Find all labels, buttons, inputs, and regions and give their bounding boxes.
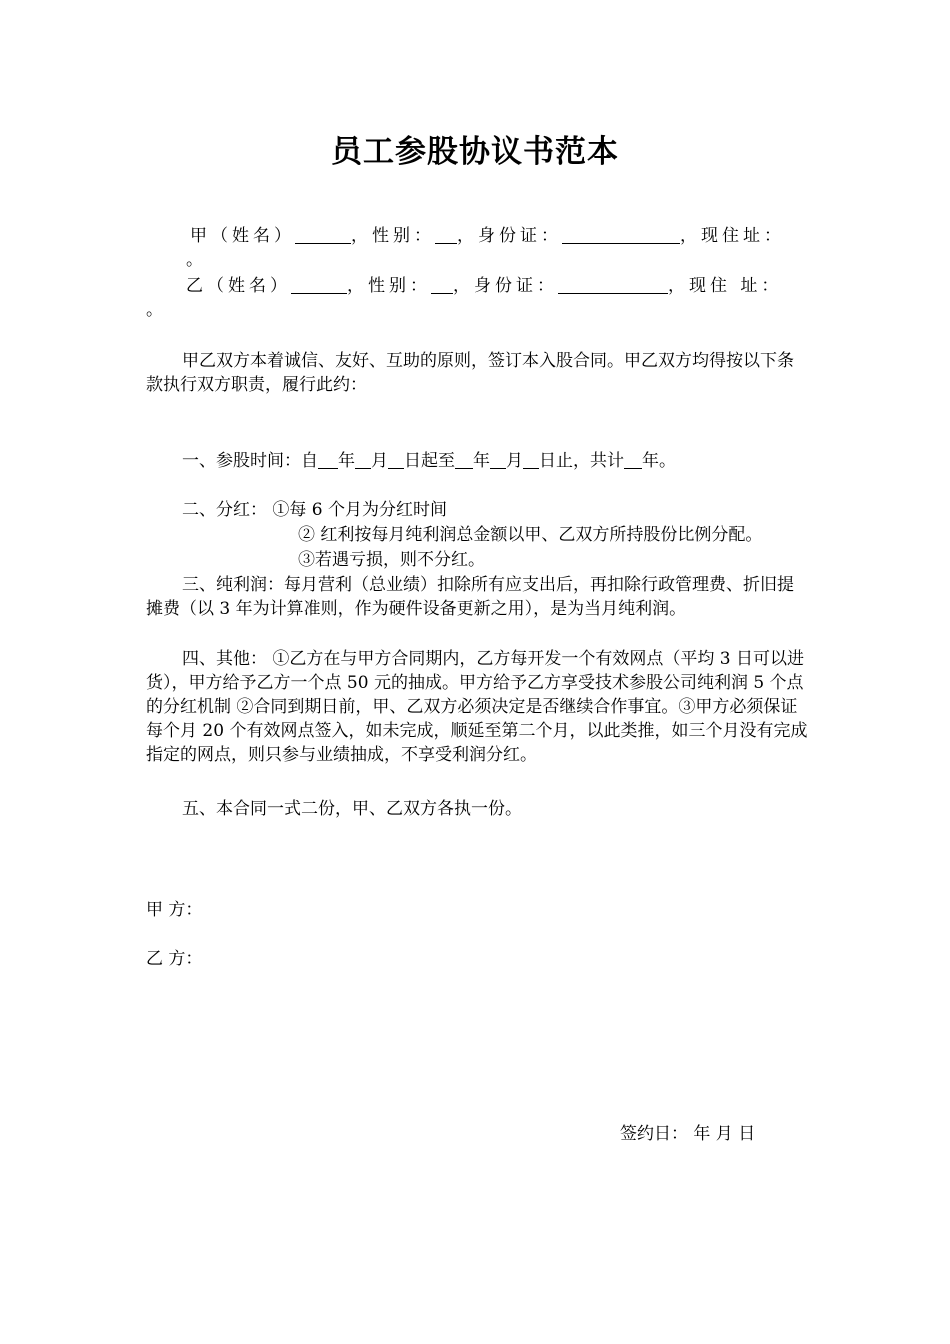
clause-1-part-1: 一、参股时间：自 [182, 451, 318, 471]
party-a-label: 甲（姓名） [190, 226, 295, 246]
signature-party-b: 乙 方： [146, 949, 203, 969]
party-b-id-blank [558, 275, 668, 294]
clause-1-blank-5 [490, 450, 506, 469]
party-a-id-blank [562, 225, 680, 244]
clause-3: 三、纯利润：每月营利（总业绩）扣除所有应支出后，再扣除行政管理费、折旧提摊费（以 3 年为计算准则，作为硬件设备更新之用），是为当月纯利润。 [146, 575, 794, 619]
party-a-name-blank [295, 225, 351, 244]
party-a-line [190, 224, 810, 248]
clause-5: 五、本合同一式二份，甲、乙双方各执一份。 [182, 799, 522, 819]
party-a-id-label: ，身份证： [457, 226, 562, 246]
clause-1-part-4: 日起至 [404, 451, 455, 471]
clause-1-blank-2 [355, 450, 371, 469]
party-a-line-end: 。 [186, 250, 203, 270]
party-b-name-blank [291, 275, 347, 294]
clause-2-item-2: ② 红利按每月纯利润总金额以甲、乙双方所持股份比例分配。 [298, 525, 763, 545]
document-title: 员工参股协议书范本 [331, 134, 619, 170]
clause-2-heading: 二、分红： ①每 6 个月为分红时间 [182, 500, 448, 520]
clause-1-part-8: 年。 [642, 451, 676, 471]
party-b-gender-label: ，性别： [347, 276, 431, 296]
clause-1 [182, 449, 844, 473]
clause-1-part-7: 日止，共计 [539, 451, 624, 471]
clause-1-blank-6 [523, 450, 539, 469]
clause-1-part-3: 月 [371, 451, 388, 471]
party-b-address-label: ，现住 址： [668, 276, 783, 296]
party-a-address-label: ，现住址： [680, 226, 785, 246]
signing-date: 签约日： 年 月 日 [620, 1124, 756, 1144]
clause-1-blank-3 [388, 450, 404, 469]
clause-1-blank-7 [624, 450, 642, 469]
clause-1-blank-4 [455, 450, 473, 469]
clause-1-part-5: 年 [473, 451, 490, 471]
party-b-gender-blank [431, 275, 453, 294]
intro-paragraph: 甲乙双方本着诚信、友好、互助的原则，签订本入股合同。甲乙双方均得按以下条款执行双方职责，履行此约： [146, 351, 794, 395]
clause-4: 四、其他： ①乙方在与甲方合同期内，乙方每开发一个有效网点（平均 3 日可以进货），甲方给予乙方一个点 50 元的抽成。甲方给予乙方享受技术参股公司纯利润 5 个点的分红机制 ②合同到期日前，甲、乙双方必须决定是否继续合作事宜。③甲方必须保证每个月 20 个有效网点签入，如未完成，顺延至第二个月，以此类推，如三个月没有完成指定的网点，则只参与业绩抽成，不享受利润分红。 [146, 649, 808, 765]
signature-party-a: 甲 方： [146, 900, 203, 920]
party-a-gender-blank [435, 225, 457, 244]
clause-2-item-3: ③若遇亏损，则不分红。 [298, 550, 485, 570]
party-a-gender-label: ，性别： [351, 226, 435, 246]
clause-1-part-6: 月 [506, 451, 523, 471]
party-b-label: 乙（姓名） [186, 276, 291, 296]
party-b-line [186, 274, 810, 298]
clause-1-part-2: 年 [338, 451, 355, 471]
clause-1-blank-1 [318, 450, 338, 469]
party-b-line-end: 。 [146, 300, 163, 320]
party-b-id-label: ，身份证： [453, 276, 558, 296]
